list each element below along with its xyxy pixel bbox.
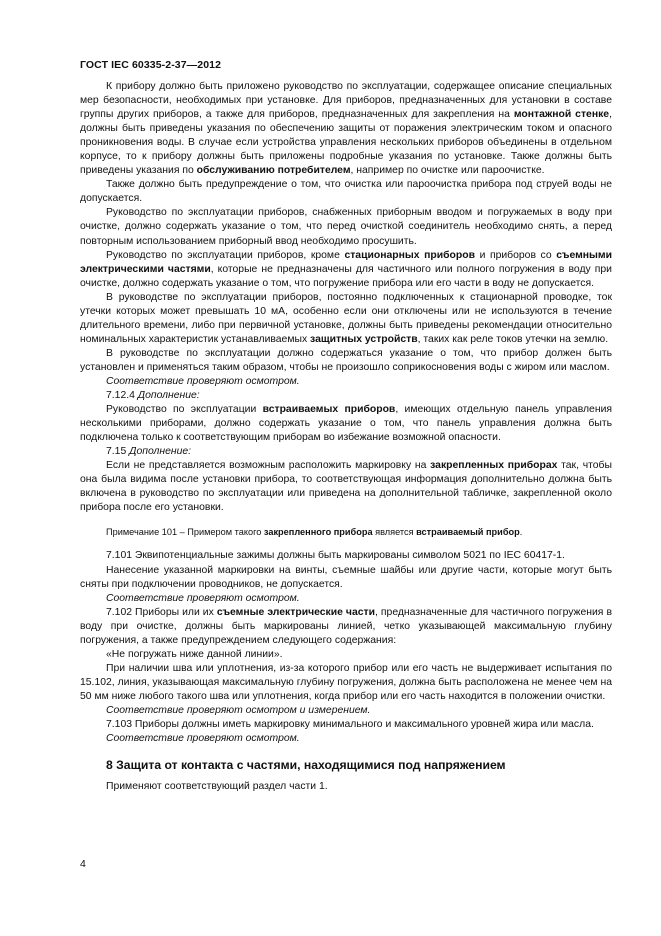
text-run: Также должно быть предупреждение о том, что очистка или пароочистка прибора под струей воды не допускается. xyxy=(80,179,612,205)
text-run: , например по очистке или пароочистке. xyxy=(350,165,545,177)
text-run: «Не погружать ниже данной линии». xyxy=(106,648,283,660)
text-run: 7.12.4 xyxy=(106,390,138,402)
body-paragraph xyxy=(80,445,612,459)
body-paragraph xyxy=(80,80,612,178)
italic-text: Дополнение: xyxy=(129,446,192,458)
italic-text: Дополнение: xyxy=(137,390,200,402)
text-run: Руководство по эксплуатации приборов, кроме xyxy=(106,249,345,261)
body-paragraph xyxy=(80,564,612,592)
text-run: , имеющих отдельную панель управления несколькими приборами, должно содержать указание о том, что панель управления должна быть подключена только к соответствующим приборам во избежание возможной опасности. xyxy=(80,404,612,444)
body-paragraph xyxy=(80,178,612,206)
body-paragraph xyxy=(80,206,612,248)
text-run: Соответствие проверяют осмотром. xyxy=(106,375,300,387)
text-run: Руководство по эксплуатации xyxy=(106,404,263,416)
body-paragraph xyxy=(80,389,612,403)
text-run: При наличии шва или уплотнения, из-за которого прибор или его часть не выдерживает испытания по 15.102, линия, указывающая максимальную глубину погружения, должна быть расположена не менее чем на 50 мм ниже любого такого шва или уплотнения, когда прибор или его часть находится в положении очистки. xyxy=(80,662,612,702)
document-body xyxy=(80,80,612,794)
text-run: 7.101 Эквипотенциальные зажимы должны быть маркированы символом 5021 по IEC 60417-1. xyxy=(106,550,565,562)
body-paragraph xyxy=(80,347,612,375)
bold-term: встраиваемый прибор xyxy=(416,527,520,538)
text-run: , таких как реле токов утечки на землю. xyxy=(417,333,609,345)
body-paragraph xyxy=(80,780,612,794)
bold-term: монтажной стенке xyxy=(513,109,610,121)
text-run: Руководство по эксплуатации приборов, снабженных приборным вводом и погружаемых в воду при очистке, должно содержать указание о том, что перед очисткой соединитель необходимо снять, а перед повторным использованием приборный ввод необходимо просушить. xyxy=(80,207,612,247)
compliance-check-note xyxy=(80,704,612,718)
note-paragraph xyxy=(80,525,612,539)
bold-term: защитных устройств xyxy=(310,333,418,345)
text-run: 7.103 Приборы должны иметь маркировку минимального и максимального уровней жира или масла. xyxy=(106,719,594,731)
body-paragraph xyxy=(80,403,612,445)
text-run: В руководстве по эксплуатации приборов, постоянно подключенных к стационарной проводке, ток утечки которых может превышать 10 мА, особенно если они отключены или не используются в течение длительного времени, либо при первичной установке, должны быть приведены рекомендации относительно номинальных характеристик устанавливаемых xyxy=(80,291,612,345)
text-run: Если не представляется возможным расположить маркировку на xyxy=(106,460,431,472)
compliance-check-note xyxy=(80,732,612,746)
document-header: ГОСТ IEC 60335-2-37—2012 xyxy=(80,59,222,71)
body-paragraph xyxy=(80,549,612,563)
section-heading xyxy=(80,756,612,774)
body-paragraph xyxy=(80,459,612,515)
text-run: 8 Защита от контакта с частями, находящимися под напряжением xyxy=(106,758,506,773)
body-paragraph xyxy=(80,606,612,648)
body-paragraph xyxy=(80,291,612,347)
text-run: , которые не предназначены для частичного или полного погружения в воду при очистке, должно содержать указание о том, что погружение прибора или его части в воду не допускается. xyxy=(80,263,612,289)
text-run: , должны быть приведены указания по обеспечению защиты от поражения электрическим током и опасного проникновения воды. В случае если устройства управления нескольких приборов объединены в отдельном корпусе, то к прибору должны быть приложены подробные указания по установке. Также должны быть приведены указания по xyxy=(80,109,612,177)
compliance-check-note xyxy=(80,592,612,606)
bold-term: встраиваемых приборов xyxy=(262,404,396,416)
text-run: 7.15 xyxy=(106,446,130,458)
bold-term: съемными электрическими частями xyxy=(80,249,613,275)
text-run: . xyxy=(519,527,523,538)
text-run: К прибору должно быть приложено руководство по эксплуатации, содержащее описание специальных мер безопасности, необходимых при установке. Для приборов, предназначенных для установки в составе группы других приборов, а также для приборов, предназначенных для закрепления на xyxy=(80,81,612,121)
text-run: 7.102 Приборы или их xyxy=(106,606,217,618)
text-run: является xyxy=(372,527,417,538)
text-run: так, чтобы она была видима после установки прибора, то соответствующая информация дополнительно должна быть включена в руководство по эксплуатации или приведена на дополнительной табличке, закрепленной около прибора после его установки. xyxy=(80,460,612,514)
bold-term: закрепленного прибора xyxy=(263,527,373,538)
text-run: В руководстве по эксплуатации должно содержаться указание о том, что прибор должен быть установлен и применяться таким образом, чтобы не произошло соприкосновения воды с жиром или маслом. xyxy=(80,347,612,373)
body-paragraph xyxy=(80,249,612,291)
body-paragraph xyxy=(80,662,612,704)
text-run: Применяют соответствующий раздел части 1. xyxy=(106,781,328,793)
bold-term: закрепленных приборах xyxy=(430,460,558,472)
bold-term: обслуживанию потребителем xyxy=(196,165,351,177)
compliance-check-note xyxy=(80,375,612,389)
text-run: Соответствие проверяют осмотром и измерением. xyxy=(106,704,371,716)
bold-term: съемные электрические части xyxy=(216,606,375,618)
text-run: и приборов со xyxy=(474,249,557,261)
text-run: Нанесение указанной маркировки на винты, съемные шайбы или другие части, которые могут быть сняты при подключении проводников, не допускается. xyxy=(80,564,612,590)
body-paragraph xyxy=(80,648,612,662)
bold-term: стационарных приборов xyxy=(344,249,475,261)
text-run: , предназначенные для частичного погружения в воду при очистке, должны быть маркированы линией, четко указывающей максимальную глубину погружения, а также предупреждением следующего содержания: xyxy=(80,606,612,646)
page-number: 4 xyxy=(80,858,86,870)
text-run: Соответствие проверяют осмотром. xyxy=(106,733,300,745)
text-run: Соответствие проверяют осмотром. xyxy=(106,592,300,604)
text-run: Примечание 101 – Примером такого xyxy=(106,527,264,538)
body-paragraph xyxy=(80,718,612,732)
